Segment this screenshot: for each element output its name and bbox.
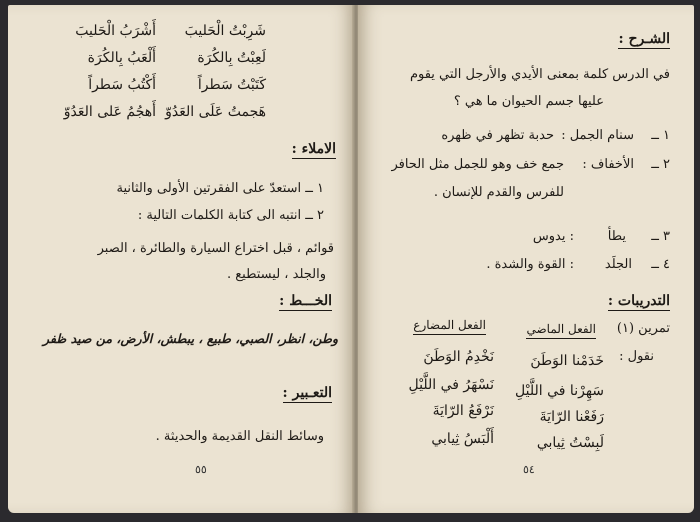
- row-past-4: لَبِسْتُ ثِيابي: [536, 435, 604, 451]
- exercise-label: تمرين (١): [616, 321, 670, 336]
- khatt-heading: الخـــط :: [279, 293, 332, 309]
- def-2-number: ٢ ــ: [651, 157, 670, 172]
- row-present-2: نَسْهَرُ في اللَّيْلِ: [408, 377, 494, 393]
- tabir-heading: التعـبير :: [282, 385, 332, 401]
- row-present-3: نَرْفَعُ الرّايَةَ: [432, 403, 494, 419]
- sharh-heading: الشـرح :: [618, 31, 670, 47]
- verb-past-2: لَعِبْتُ بِالكُرَة: [197, 50, 266, 66]
- def-2-continued: للفرس والقدم للإنسان .: [433, 185, 564, 200]
- row-present-4: أَلْبَسُ ثِيابي: [431, 431, 494, 447]
- sharh-intro-2: عليها جسم الحيوان ما هي ؟: [453, 94, 604, 109]
- def-4-definition: : القوة والشدة .: [486, 257, 574, 272]
- imla-words-line-2: والجلد ، ليستطيع .: [226, 267, 326, 282]
- row-past-2: سَهِرْنا في اللَّيْلِ: [515, 383, 604, 399]
- def-2-word: الأخفاف :: [582, 157, 634, 172]
- def-4-word: الجلَد: [604, 257, 632, 272]
- def-3-definition: : يدوس: [532, 229, 574, 244]
- def-4-number: ٤ ــ: [651, 257, 670, 272]
- def-3-number: ٣ ــ: [651, 229, 670, 244]
- imla-item-1: ١ ــ استعدّ على الفقرتين الأولى والثانية: [116, 181, 324, 196]
- verb-present-2: أَلْعَبُ بِالكُرَة: [87, 50, 156, 66]
- imla-item-2: ٢ ــ انتبه الى كتابة الكلمات التالية :: [137, 208, 324, 223]
- sharh-intro-1: في الدرس كلمة بمعنى الأيدي والأرجل التي يقوم: [409, 67, 670, 82]
- def-1-definition: حدبة تظهر في ظهره: [441, 128, 554, 143]
- verb-past-1: شَرِبْتُ الْحَليبَ: [184, 23, 266, 39]
- def-2-definition: جمع خف وهو للجمل مثل الحافر: [391, 157, 564, 172]
- tabir-text: وسائط النقل القديمة والحديثة .: [155, 429, 324, 444]
- verb-present-4: أَهجُمُ عَلى العَدُوّ: [63, 104, 156, 120]
- right-page: [358, 5, 694, 513]
- def-1-word: سنام الجمل :: [561, 128, 634, 143]
- page-number-right: ٥٤: [523, 463, 535, 476]
- verb-present-1: أَشْرَبُ الْحَليبَ: [75, 23, 156, 39]
- row-past-1: خَدَمْنا الوَطَنَ: [530, 353, 604, 369]
- tadribat-heading: التدريبات :: [607, 293, 670, 309]
- verb-past-3: كَتَبْتُ سَطراً: [197, 77, 266, 93]
- row-past-3: رَفَعْنا الرّايَةَ: [539, 409, 604, 425]
- page-number-left: ٥٥: [195, 463, 207, 476]
- verb-past-4: هَجمتُ عَلَى العَدُوّ: [165, 104, 266, 120]
- column-past-header: الفعل الماضي: [526, 321, 596, 339]
- book-spread: [8, 5, 694, 515]
- imla-words-line-1: قوائم ، قبل اختراع السيارة والطائرة ، الصبر: [97, 241, 334, 256]
- khatt-text: وطن، انظر، الصبي، طبيع ، يبطش، الأرض، من صيد ظفر: [43, 331, 338, 346]
- def-3-word: يطأ: [607, 229, 626, 244]
- row-present-1: نَخْدِمُ الوَطَنَ: [423, 349, 494, 365]
- imla-heading: الاملاء :: [291, 141, 336, 157]
- verb-present-3: أَكْتُبُ سَطراً: [88, 77, 156, 93]
- left-page: [8, 5, 354, 513]
- column-present-header: الفعل المضارع: [413, 317, 486, 335]
- def-1-number: ١ ــ: [651, 128, 670, 143]
- naqul-label: نقول :: [619, 349, 654, 364]
